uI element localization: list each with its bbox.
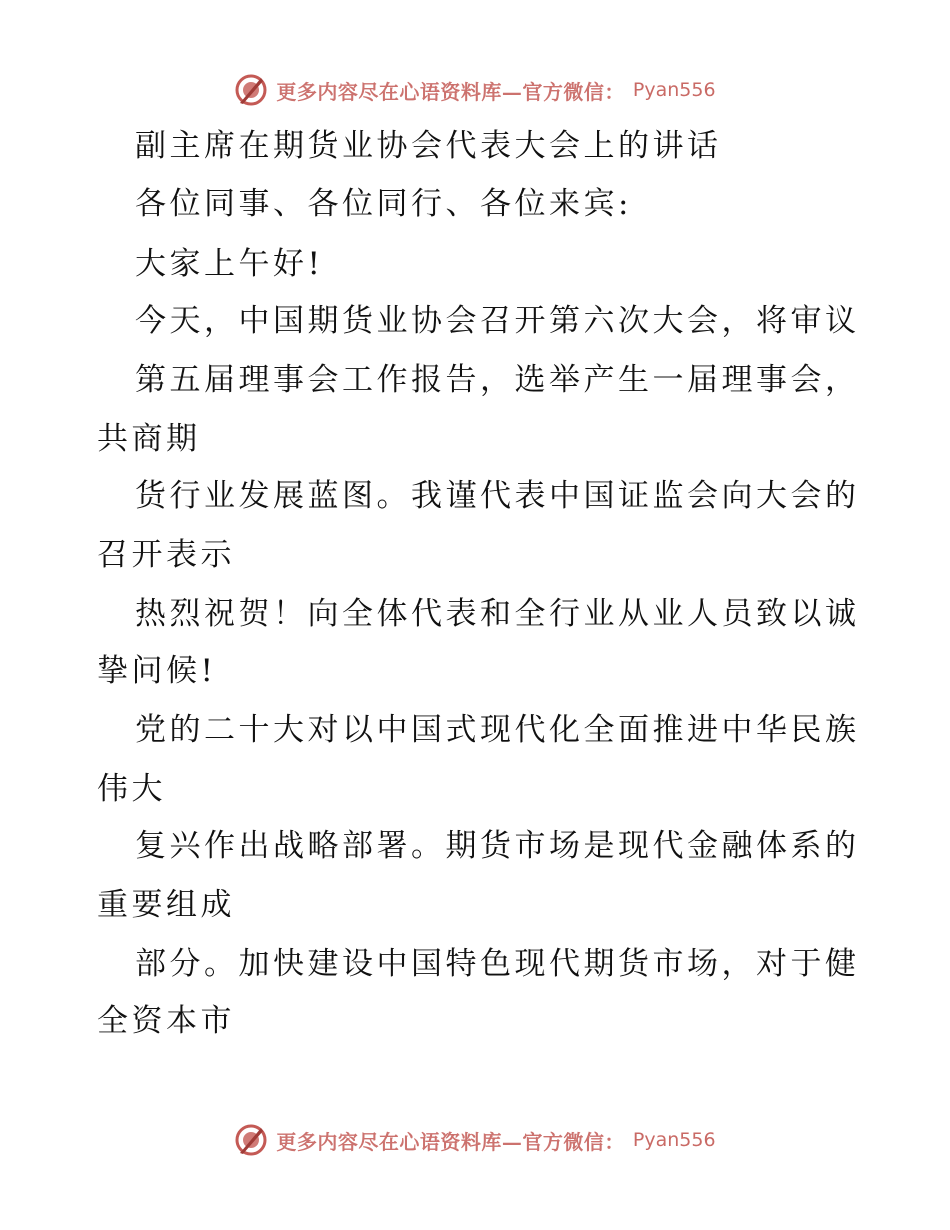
- text-line: 党的二十大对以中国式现代化全面推进中华民族: [135, 712, 860, 748]
- text-line: 挚问候!: [97, 653, 217, 689]
- text-line: 伟大: [97, 771, 166, 807]
- watermark-account: Pyan556: [632, 1129, 716, 1151]
- quill-seal-icon: [234, 73, 268, 107]
- watermark-text: 更多内容尽在心语资料库—官方微信：: [276, 1129, 625, 1154]
- text-line: 重要组成: [97, 887, 235, 923]
- text-line: 第五届理事会工作报告，选举产生一届理事会，: [135, 362, 860, 398]
- text-line: 各位同事、各位同行、各位来宾:: [135, 186, 632, 222]
- text-line: 今天，中国期货业协会召开第六次大会，将审议: [135, 303, 860, 339]
- watermark-account: Pyan556: [632, 79, 716, 101]
- text-line: 货行业发展蓝图。我谨代表中国证监会向大会的: [135, 478, 860, 514]
- quill-seal-icon: [234, 1123, 268, 1157]
- text-line: 部分。加快建设中国特色现代期货市场，对于健: [135, 946, 860, 982]
- text-line: 共商期: [97, 421, 201, 457]
- text-line: 复兴作出战略部署。期货市场是现代金融体系的: [135, 828, 860, 864]
- document-title: 副主席在期货业协会代表大会上的讲话: [135, 128, 722, 164]
- header-watermark: [0, 70, 950, 110]
- watermark-text: 更多内容尽在心语资料库—官方微信：: [276, 79, 625, 104]
- text-line: 全资本市: [97, 1003, 235, 1039]
- footer-watermark: [0, 1120, 950, 1160]
- text-line: 热烈祝贺！向全体代表和全行业从业人员致以诚: [135, 596, 860, 632]
- text-line: 召开表示: [97, 537, 235, 573]
- text-line: 大家上午好!: [135, 246, 324, 282]
